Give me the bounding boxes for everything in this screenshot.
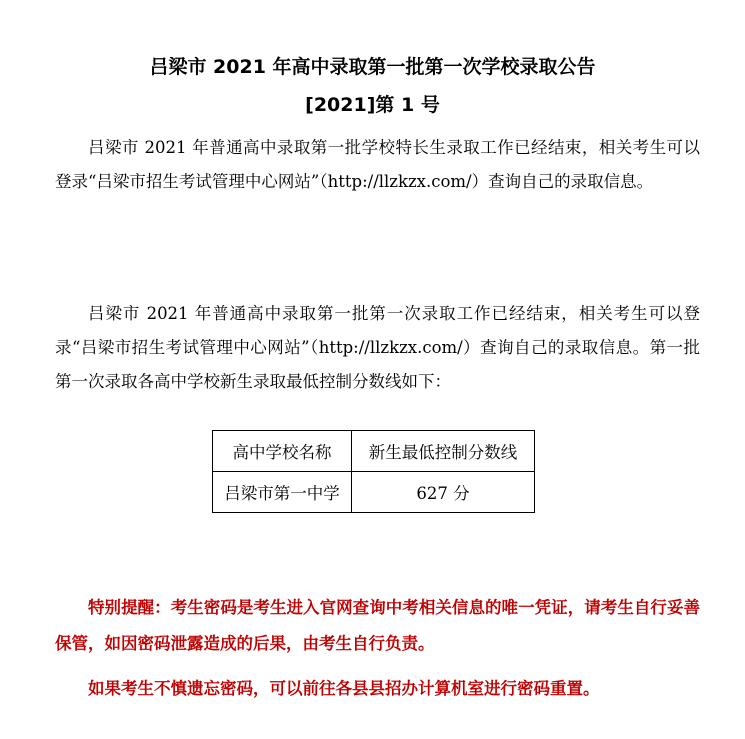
table-row: [213, 472, 535, 513]
document-title: 吕梁市 2021 年高中录取第一批第一次学校录取公告: [149, 56, 596, 78]
paragraph-special-admission: 吕梁市 2021 年普通高中录取第一批学校特长生录取工作已经结束，相关考生可以登录“吕梁市招生考试管理中心网站”（http://llzkzx.com/）查询自己的录取信息。: [55, 138, 700, 191]
table-header-row: [213, 431, 535, 472]
document-number: [2021]第 1 号: [305, 94, 440, 116]
notice-password-reset: 如果考生不慎遗忘密码，可以前往各县县招办计算机室进行密码重置。: [88, 679, 600, 698]
table-header-school: 高中学校名称: [213, 431, 352, 472]
score-table: [212, 430, 535, 513]
table-header-score: 新生最低控制分数线: [352, 431, 535, 472]
paragraph-first-batch-admission: 吕梁市 2021 年普通高中录取第一批第一次录取工作已经结束，相关考生可以登录“吕梁市招生考试管理中心网站”（http://llzkzx.com/）查询自己的录取信息。第一批第一次录取各高中学校新生录取最低控制分数线如下：: [55, 304, 700, 391]
notice-password-warning: 特别提醒：考生密码是考生进入官网查询中考相关信息的唯一凭证，请考生自行妥善保管，如因密码泄露造成的后果，由考生自行负责。: [55, 598, 700, 653]
table-cell-school: 吕梁市第一中学: [213, 472, 352, 513]
table-cell-score: 627 分: [352, 472, 535, 513]
